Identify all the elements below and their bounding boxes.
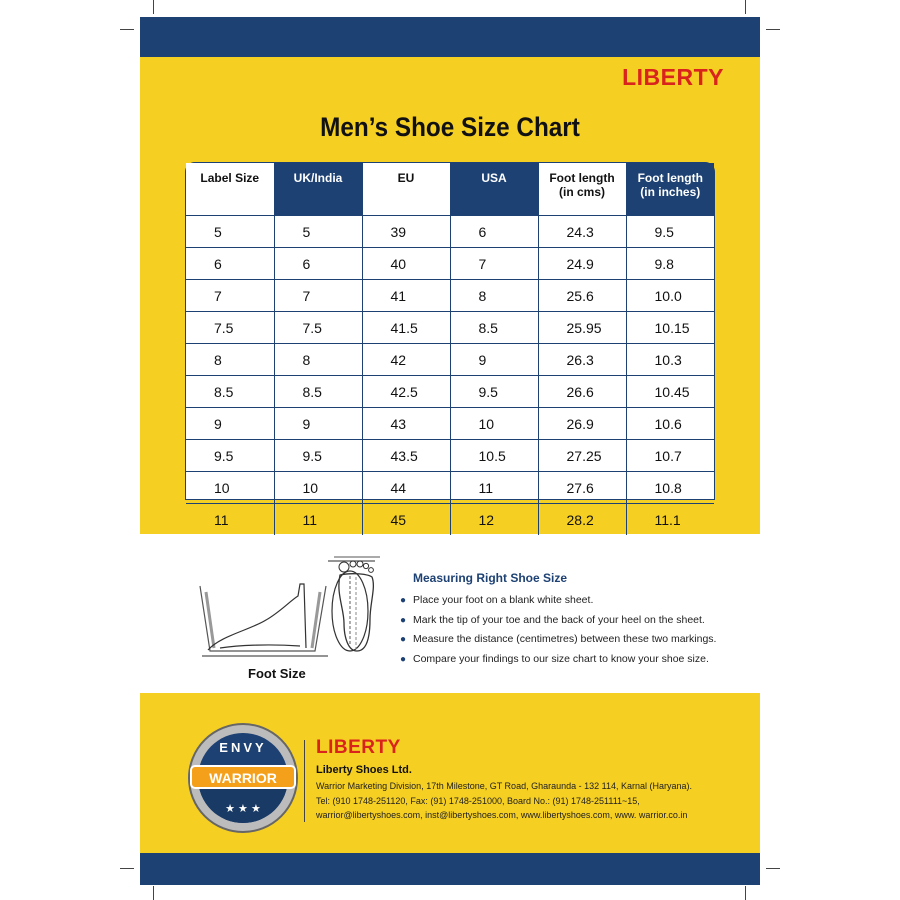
crop-mark: [766, 29, 780, 30]
table-cell: 24.9: [538, 248, 626, 280]
table-cell: 42.5: [362, 376, 450, 408]
table-cell: 12: [450, 504, 538, 536]
crop-mark: [745, 0, 746, 14]
table-cell: 9.5: [450, 376, 538, 408]
table-cell: 10.15: [626, 312, 714, 344]
company-address: [316, 779, 692, 823]
brand-logo-bottom: LIBERTY: [316, 737, 401, 758]
crop-mark: [153, 0, 154, 14]
table-cell: 44: [362, 472, 450, 504]
warrior-badge-icon: [187, 722, 299, 834]
column-header: USA: [450, 163, 538, 216]
table-cell: 8: [450, 280, 538, 312]
table-cell: 6: [186, 248, 274, 280]
table-cell: 25.6: [538, 280, 626, 312]
table-cell: 11: [186, 504, 274, 536]
table-row: [186, 440, 714, 472]
table-cell: 9.5: [186, 440, 274, 472]
table-cell: 9.5: [274, 440, 362, 472]
table-cell: 9: [450, 344, 538, 376]
brand-logo-top: LIBERTY: [622, 64, 724, 90]
badge-mid-text: WARRIOR: [209, 770, 277, 786]
foot-side-icon: [200, 584, 328, 656]
table-cell: 43: [362, 408, 450, 440]
list-item: ● Mark the tip of your toe and the back of your heel on the sheet.: [400, 613, 705, 626]
crop-mark: [120, 29, 134, 30]
table-cell: 8: [274, 344, 362, 376]
table-cell: 26.9: [538, 408, 626, 440]
table-cell: 9: [186, 408, 274, 440]
table-row: [186, 216, 714, 248]
table-row: [186, 248, 714, 280]
table-row: [186, 376, 714, 408]
table-cell: 9: [274, 408, 362, 440]
table-cell: 11: [450, 472, 538, 504]
table-row: [186, 312, 714, 344]
table-cell: 9.8: [626, 248, 714, 280]
size-table: [185, 162, 715, 528]
table-cell: 7: [186, 280, 274, 312]
table-cell: 10.6: [626, 408, 714, 440]
measure-title: Measuring Right Shoe Size: [413, 571, 568, 585]
column-header: Foot length (in inches): [626, 163, 714, 216]
table-cell: 11.1: [654, 511, 681, 528]
table-row: [186, 344, 714, 376]
table-row: [186, 408, 714, 440]
table-cell: 8.5: [186, 376, 274, 408]
table-cell: 10.7: [626, 440, 714, 472]
table-cell: 8: [186, 344, 274, 376]
table-cell: 27.25: [538, 440, 626, 472]
table-cell: 5: [186, 216, 274, 248]
table-row: [186, 504, 714, 536]
badge-top-text: ENVY: [219, 740, 267, 755]
table-cell: 25.95: [538, 312, 626, 344]
table-cell: 10.5: [450, 440, 538, 472]
table-cell: 8.5: [450, 312, 538, 344]
table-cell: 10.3: [626, 344, 714, 376]
table-cell: 6: [274, 248, 362, 280]
address-line: Tel: (910 1748-251120, Fax: (91) 1748-251000, Board No.: (91) 1748-251111~15,: [316, 795, 640, 806]
table-cell: 7.5: [274, 312, 362, 344]
bottom-band: [140, 853, 760, 885]
table-cell: 7: [450, 248, 538, 280]
table-cell: 10: [274, 472, 362, 504]
crop-mark: [120, 868, 134, 869]
foot-illustration: [180, 556, 350, 666]
column-header: EU: [362, 163, 450, 216]
company-name: Liberty Shoes Ltd.: [316, 764, 412, 776]
top-band: [140, 17, 760, 57]
table-cell: 24.3: [538, 216, 626, 248]
table-cell: 27.6: [538, 472, 626, 504]
footprint-icon: [330, 553, 384, 657]
table-cell: 10.0: [626, 280, 714, 312]
table-cell: 7: [274, 280, 362, 312]
table-cell: 42: [362, 344, 450, 376]
table-cell: 6: [450, 216, 538, 248]
column-header: Foot length (in cms): [538, 163, 626, 216]
crop-mark: [766, 868, 780, 869]
table-cell: 41.5: [362, 312, 450, 344]
measure-steps: [400, 591, 716, 669]
list-item: ● Place your foot on a blank white sheet.: [400, 594, 594, 606]
table-cell: 28.2: [538, 504, 626, 536]
table-cell: 7.5: [186, 312, 274, 344]
foot-size-label: Foot Size: [248, 666, 306, 681]
table-cell: 45: [362, 504, 450, 536]
table-cell: 39: [362, 216, 450, 248]
table-cell: 8.5: [274, 376, 362, 408]
table-cell: 10.45: [626, 376, 714, 408]
table-cell: 11: [274, 504, 362, 536]
divider: [304, 740, 305, 822]
table-cell: 5: [274, 216, 362, 248]
table-header-row: [186, 163, 714, 216]
table-cell: 26.6: [538, 376, 626, 408]
table-cell: 43.5: [362, 440, 450, 472]
address-line: warrior@libertyshoes.com, inst@libertyshoes.com, www.libertyshoes.com, www. warrior.co.in: [316, 810, 688, 820]
table-cell: 10.8: [626, 472, 714, 504]
table-cell: 40: [362, 248, 450, 280]
table-row: [186, 472, 714, 504]
table-cell: 26.3: [538, 344, 626, 376]
table-cell: 9.5: [626, 216, 714, 248]
stars-icon: ★ ★ ★: [225, 803, 261, 815]
list-item: ● Compare your findings to our size chart to know your shoe size.: [400, 652, 709, 665]
column-header: Label Size: [186, 163, 274, 216]
column-header: UK/India: [274, 163, 362, 216]
crop-mark: [745, 886, 746, 900]
table-cell: 41: [362, 280, 450, 312]
table-cell: 10: [186, 472, 274, 504]
crop-mark: [153, 886, 154, 900]
page-title: Men’s Shoe Size Chart: [320, 112, 580, 142]
table-row: [186, 280, 714, 312]
address-line: Warrior Marketing Division, 17th Milestone, GT Road, Gharaunda - 132 114, Karnal (Haryana).: [316, 781, 693, 791]
list-item: ● Measure the distance (centimetres) between these two markings.: [400, 633, 717, 645]
table-cell: 10: [450, 408, 538, 440]
